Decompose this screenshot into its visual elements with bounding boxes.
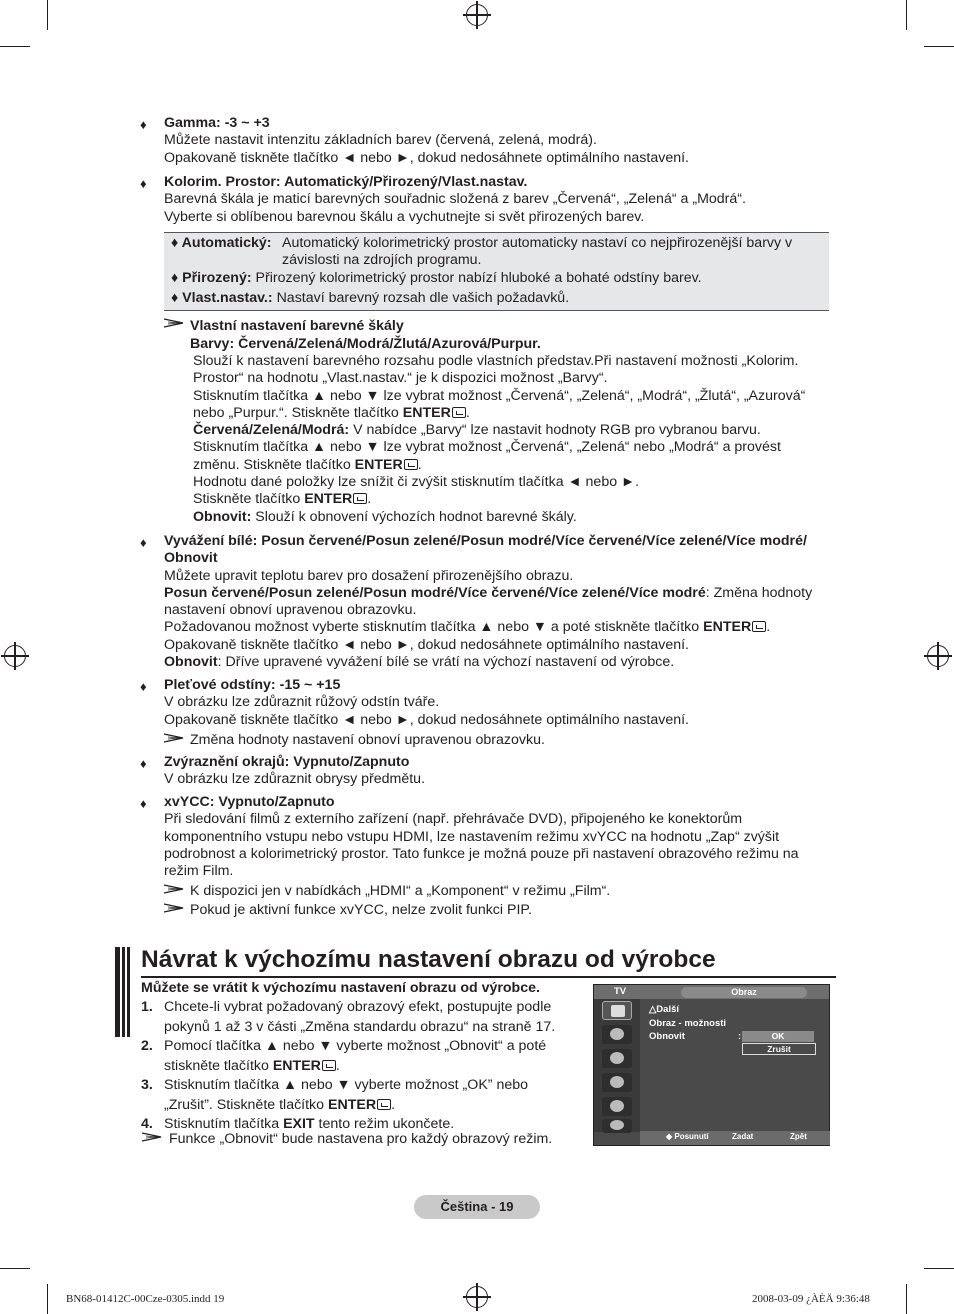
note-text: nebo „Purpur.“. Stiskněte tlačítko — [193, 404, 403, 421]
step-text: tento režim ukončete. — [314, 1116, 455, 1132]
step-text: . — [335, 1057, 340, 1074]
bullet-icon: ♦ — [140, 535, 147, 550]
enter-key-label: ENTER — [304, 491, 353, 508]
registration-mark-icon — [927, 645, 949, 667]
bullet-icon: ♦ — [140, 176, 147, 191]
exit-key-label: EXIT — [283, 1116, 315, 1132]
menu-more[interactable]: △Další — [649, 1004, 680, 1015]
whitebalance-label: Obnovit — [164, 654, 218, 671]
gamma-title: Gamma: -3 ~ +3 — [164, 115, 270, 131]
step-2 — [141, 1038, 581, 1058]
registration-mark-icon — [466, 1286, 488, 1308]
setup-icon[interactable] — [602, 1073, 632, 1092]
crop-mark — [924, 1268, 954, 1269]
option-natural — [171, 270, 702, 287]
menu-title: Obraz — [681, 987, 807, 998]
step-text: . — [391, 1096, 396, 1113]
note-text: . — [417, 456, 422, 473]
enter-icon — [377, 1099, 391, 1110]
steps-list — [141, 999, 581, 1136]
enter-icon — [404, 459, 418, 470]
enter-icon — [353, 493, 367, 504]
menu-cancel-option[interactable]: Zrušit — [742, 1043, 816, 1055]
step-number: 2. — [141, 1038, 153, 1054]
edge-text: V obrázku lze zdůraznit obrysy předmětu. — [164, 771, 426, 788]
option-custom-text: Nastaví barevný rozsah dle vašich požadavků. — [276, 290, 570, 306]
crop-mark — [47, 1284, 48, 1314]
option-auto-line: závislosti na zdrojích programu. — [282, 252, 482, 269]
note-body — [193, 353, 805, 526]
whitebalance-text: nastavení obnoví upravenou obrazovku. — [164, 602, 417, 619]
whitebalance-text: : Dříve upravené vyvážení bílé se vrátí na výchozí nastavení od výrobce. — [217, 654, 675, 671]
note-line: Slouží k nastavení barevného rozsahu podle vlastních představ.Při nastavení možnosti „Kolorim. — [193, 353, 799, 369]
enter-icon — [452, 407, 466, 418]
xvycc-text: Při sledování filmů z externího zařízení (např. přehrávače DVD), připojeného ke konektorům — [164, 811, 743, 828]
step-number: 3. — [141, 1077, 153, 1093]
step-1 — [141, 999, 581, 1019]
enter-icon — [322, 1060, 336, 1071]
step-text: Chcete-li vybrat požadovaný obrazový efekt, postupujte podle — [164, 999, 552, 1015]
note-line: Hodnotu dané položky lze snížit či zvýšit stisknutím tlačítka ◄ nebo ►. — [193, 474, 640, 491]
whitebalance-title: Vyvážení bílé: Posun červené/Posun zelené/Posun modré/Více červené/Více zelené/Více modré/ — [164, 533, 807, 549]
step-text — [164, 1058, 340, 1075]
heading-rule — [141, 976, 836, 978]
heading-bar-decoration — [115, 947, 131, 1037]
skintone-note: Změna hodnoty nastavení obnoví upravenou obrazovku. — [190, 732, 545, 748]
whitebalance-text — [164, 585, 840, 602]
bullet-icon: ♦ — [140, 796, 147, 811]
note-label: Červená/Zelená/Modrá: — [193, 422, 350, 439]
gamma-text: Opakovaně tiskněte tlačítko ◄ nebo ►, dokud nedosáhnete optimálního nastavení. — [164, 149, 689, 166]
step-text: „Zrušit”. Stiskněte tlačítko — [164, 1096, 328, 1113]
xvycc-note: K dispozici jen v nabídkách „HDMI“ a „Komponent“ v režimu „Film“. — [190, 883, 611, 899]
colorspace-text: Barevná škála je maticí barevných souřadnic složená z barev „Červená“, „Zelená“ a „Modrá“. — [164, 191, 746, 208]
step-text: Stisknutím tlačítka ▲ nebo ▼ vyberte možnost „OK” nebo — [164, 1077, 529, 1093]
crop-mark — [0, 46, 30, 47]
skintone-title: Pleťové odstíny: -15 ~ +15 — [164, 677, 341, 693]
step-1-cont — [141, 1019, 581, 1039]
note-line: Stisknutím tlačítka ▲ nebo ▼ lze vybrat možnost „Červená“, „Zelená“, „Modrá“, „Žlutá“, „Azurová“ — [193, 387, 806, 404]
note-line — [193, 457, 805, 474]
menu-reset[interactable]: Obnovit — [649, 1031, 685, 1042]
enter-key-label: ENTER — [272, 1057, 321, 1074]
crop-mark — [906, 1284, 907, 1314]
step-3-cont — [141, 1097, 581, 1117]
option-auto-text — [282, 235, 792, 270]
xvycc-text: režim Film. — [164, 863, 234, 880]
gamma-text: Můžete nastavit intenzitu základních barev (červená, zelená, modrá). — [164, 132, 597, 149]
note-text: Stiskněte tlačítko — [193, 491, 305, 508]
xvycc-section — [164, 794, 840, 880]
edge-title: Zvýraznění okrajů: Vypnuto/Zapnuto — [164, 754, 410, 770]
whitebalance-title: Obnovit — [164, 550, 218, 567]
note-icon — [163, 733, 185, 743]
note-line — [193, 422, 805, 439]
option-natural-label: ♦ Přirozený: — [171, 270, 252, 286]
whitebalance-text: . — [766, 619, 771, 636]
whitebalance-text: Opakovaně tiskněte tlačítko ◄ nebo ►, dokud nedosáhnete optimálního nastavení. — [164, 636, 689, 653]
note-text: změnu. Stiskněte tlačítko — [193, 456, 355, 473]
note-subtitle: Barvy: Červená/Zelená/Modrá/Žlutá/Azurová/Purpur. — [190, 336, 541, 352]
note-line: Stisknutím tlačítka ▲ nebo ▼ lze vybrat možnost „Červená“, „Zelená“ nebo „Modrá“ a provést — [193, 439, 781, 456]
note-icon — [141, 1132, 163, 1142]
step-text: pokynů 1 až 3 v části „Změna standardu obrazu“ na straně 17. — [164, 1018, 556, 1035]
menu-picture-options[interactable]: Obraz - možnosti — [649, 1018, 727, 1029]
section-note: Funkce „Obnovit“ bude nastavena pro každý obrazový režim. — [169, 1131, 553, 1147]
crop-mark — [906, 0, 907, 30]
colorspace-title: Kolorim. Prostor: Automatický/Přirozený/Vlast.nastav. — [164, 174, 528, 190]
step-text: Pomocí tlačítka ▲ nebo ▼ vyberte možnost „Obnovit“ a poté — [164, 1038, 547, 1054]
input-icon[interactable] — [602, 1097, 632, 1116]
note-text: Slouží k obnovení výchozích hodnot barevné škály. — [251, 508, 577, 525]
note-line: Prostor“ na hodnotu „Vlast.nastav.“ je k dispozici možnost „Barvy“. — [193, 370, 608, 387]
whitebalance-text: Požadovanou možnost vyberte stisknutím tlačítka ▲ nebo ▼ a poté stiskněte tlačítko — [164, 619, 704, 636]
edge-section — [164, 754, 840, 789]
skintone-text: V obrázku lze zdůraznit růžový odstín tváře. — [164, 694, 440, 711]
note-text: . — [465, 404, 470, 421]
note-line — [193, 509, 805, 526]
step-text: Stisknutím tlačítka — [164, 1116, 284, 1132]
note-line — [193, 405, 805, 422]
section-intro: Můžete se vrátit k výchozímu nastavení obrazu od výrobce. — [141, 980, 540, 996]
xvycc-text: komponentního vstupu nebo vstupu HDMI, lze nastavením režimu xvYCC na hodnotu „Zap“ zvýšit — [164, 828, 780, 845]
menu-ok-option[interactable]: OK — [742, 1031, 814, 1042]
whitebalance-text — [164, 619, 840, 636]
enter-key-label: ENTER — [354, 456, 403, 473]
xvycc-text: podrobnost a kolorimetrický prostor. Tato funkce je možná pouze při nastavení obrazového režimu na — [164, 845, 799, 862]
skintone-text: Opakovaně tiskněte tlačítko ◄ nebo ►, dokud nedosáhnete optimálního nastavení. — [164, 711, 689, 728]
option-auto — [171, 235, 272, 252]
enter-key-label: ENTER — [703, 619, 752, 636]
step-number: 4. — [141, 1116, 153, 1132]
note-text: V nabídce „Barvy“ lze nastavit hodnoty RGB pro vybranou barvu. — [349, 422, 761, 439]
step-text: stiskněte tlačítko — [164, 1057, 273, 1074]
colorspace-text: Vyberte si oblíbenou barevnou škálu a vychutnejte si svět přirozených barev. — [164, 208, 645, 225]
whitebalance-section — [164, 533, 840, 671]
enter-key-label: ENTER — [402, 404, 451, 421]
bullet-icon: ♦ — [140, 679, 147, 694]
crop-mark — [924, 46, 954, 47]
note-title: Vlastní nastavení barevné škály — [190, 318, 404, 334]
print-file-info: BN68-01412C-00Cze-0305.indd 19 — [66, 1293, 225, 1305]
gamma-section — [164, 115, 840, 167]
sound-icon[interactable] — [602, 1025, 632, 1044]
application-icon[interactable] — [602, 1119, 632, 1133]
print-date-info: 2008-03-09 ¿ÀÈÄ 9:36:48 — [752, 1293, 870, 1305]
registration-mark-icon — [466, 4, 488, 26]
step-text — [164, 1097, 395, 1114]
note-label: Obnovit: — [193, 508, 252, 525]
colorspace-section — [164, 174, 840, 226]
step-2-cont — [141, 1058, 581, 1078]
note-icon — [163, 903, 185, 913]
bullet-icon: ♦ — [140, 756, 147, 771]
note-line — [193, 491, 805, 508]
bullet-icon: ♦ — [140, 117, 147, 132]
enter-key-label: ENTER — [328, 1096, 377, 1113]
menu-move-hint: ◆ Posunutí — [666, 1132, 709, 1141]
picture-icon[interactable] — [602, 1001, 632, 1020]
menu-colon: : — [738, 1031, 742, 1042]
menu-enter-hint: Zadat — [732, 1132, 754, 1141]
whitebalance-text — [164, 654, 840, 671]
whitebalance-text: : Změna hodnoty — [705, 584, 813, 601]
menu-back-hint: Zpět — [790, 1132, 807, 1141]
channel-icon[interactable] — [602, 1049, 632, 1068]
crop-mark — [0, 1268, 30, 1269]
note-icon — [163, 884, 185, 894]
skintone-section — [164, 677, 840, 729]
option-auto-line: Automatický kolorimetrický prostor automaticky nastaví co nejpřirozenější barvy v — [282, 235, 793, 251]
option-custom-label: ♦ Vlast.nastav.: — [171, 290, 273, 306]
xvycc-note: Pokud je aktivní funkce xvYCC, nelze zvolit funkci PIP. — [190, 902, 532, 918]
option-auto-label: ♦ Automatický: — [171, 235, 272, 251]
option-natural-text: Přirozený kolorimetrický prostor nabízí hluboké a bohaté odstíny barev. — [255, 270, 702, 286]
note-icon — [163, 318, 185, 328]
whitebalance-label: Posun červené/Posun zelené/Posun modré/Více červené/Více zelené/Více modré — [164, 584, 706, 601]
step-number: 1. — [141, 999, 153, 1015]
crop-mark — [47, 0, 48, 30]
xvycc-title: xvYCC: Vypnuto/Zapnuto — [164, 794, 335, 810]
option-custom — [171, 290, 569, 307]
step-3 — [141, 1077, 581, 1097]
enter-icon — [752, 621, 766, 632]
section-heading: Návrat k výchozímu nastavení obrazu od výrobce — [141, 946, 716, 973]
note-text: . — [367, 491, 372, 508]
tv-menu-screenshot — [593, 984, 830, 1146]
menu-tv-label: TV — [614, 986, 627, 997]
registration-mark-icon — [4, 645, 26, 667]
page-number-label: Čeština - 19 — [414, 1195, 540, 1219]
whitebalance-text: Můžete upravit teplotu barev pro dosažení přirozenějšího obrazu. — [164, 567, 574, 584]
